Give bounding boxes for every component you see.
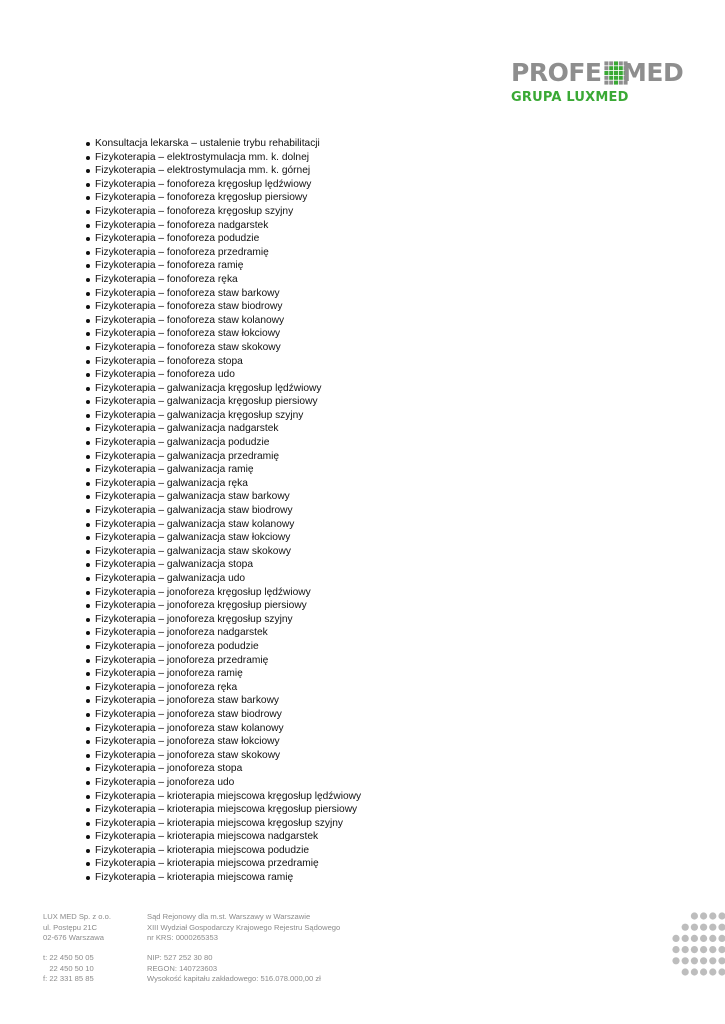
decorative-dot	[718, 935, 725, 942]
service-item: Fizykoterapia – galwanizacja staw skokowy	[85, 545, 415, 559]
logo-cross-cell	[609, 81, 613, 85]
decorative-dot	[700, 946, 707, 953]
logo-cross-cell	[609, 66, 613, 70]
service-item: Fizykoterapia – jonoforeza staw barkowy	[85, 694, 415, 708]
service-item: Fizykoterapia – fonoforeza staw kolanowy	[85, 314, 415, 328]
service-item: Fizykoterapia – jonoforeza kręgosłup szyjny	[85, 613, 415, 627]
service-item: Fizykoterapia – galwanizacja kręgosłup piersiowy	[85, 395, 415, 409]
footer-line: ul. Postępu 21C	[43, 922, 98, 932]
service-item: Fizykoterapia – fonoforeza przedramię	[85, 246, 415, 260]
decorative-dot	[709, 912, 716, 919]
logo-cross-cell	[604, 71, 608, 75]
decorative-dot	[682, 924, 689, 931]
footer-line: 22 450 50 10	[43, 963, 94, 973]
decorative-dot	[691, 957, 698, 964]
service-item: Fizykoterapia – jonoforeza staw biodrowy	[85, 708, 415, 722]
logo-cross-cell	[614, 81, 618, 85]
service-item: Fizykoterapia – galwanizacja kręgosłup szyjny	[85, 409, 415, 423]
footer-phones	[43, 953, 94, 985]
service-item: Fizykoterapia – jonoforeza staw kolanowy	[85, 722, 415, 736]
decorative-dot	[700, 912, 707, 919]
service-item: Fizykoterapia – fonoforeza nadgarstek	[85, 219, 415, 233]
profemed-logo	[509, 58, 689, 108]
decorative-dot	[682, 968, 689, 975]
logo-wordmark	[509, 58, 689, 88]
decorative-dot	[718, 946, 725, 953]
footer-line: NIP: 527 252 30 80	[147, 953, 213, 962]
decorative-dot	[700, 935, 707, 942]
service-item: Fizykoterapia – galwanizacja staw barkowy	[85, 490, 415, 504]
service-item: Fizykoterapia – krioterapia miejscowa kręgosłup szyjny	[85, 817, 415, 831]
logo-cross-cell	[614, 71, 618, 75]
service-item: Fizykoterapia – fonoforeza staw barkowy	[85, 287, 415, 301]
service-item: Fizykoterapia – jonoforeza ramię	[85, 667, 415, 681]
decorative-dot	[682, 957, 689, 964]
service-item: Fizykoterapia – jonoforeza podudzie	[85, 640, 415, 654]
decorative-dot	[700, 924, 707, 931]
decorative-dot	[700, 957, 707, 964]
service-item: Fizykoterapia – jonoforeza udo	[85, 776, 415, 790]
footer-line: LUX MED Sp. z o.o.	[43, 912, 111, 921]
logo-cross-cell	[604, 81, 608, 85]
footer-company	[43, 912, 111, 944]
service-item: Fizykoterapia – fonoforeza kręgosłup piersiowy	[85, 191, 415, 205]
decorative-dot	[682, 935, 689, 942]
decorative-dot	[682, 946, 689, 953]
service-item: Fizykoterapia – jonoforeza stopa	[85, 762, 415, 776]
logo-left-text: PROFE	[511, 58, 602, 87]
service-item: Fizykoterapia – fonoforeza staw biodrowy	[85, 300, 415, 314]
logo-cross-cell	[604, 61, 608, 65]
footer-tax	[147, 953, 321, 985]
service-item: Fizykoterapia – galwanizacja nadgarstek	[85, 422, 415, 436]
service-item: Fizykoterapia – jonoforeza staw łokciowy	[85, 735, 415, 749]
footer-line: t: 22 450 50 05	[43, 953, 94, 962]
service-item: Konsultacja lekarska – ustalenie trybu rehabilitacji	[85, 137, 415, 151]
logo-subtitle: GRUPA LUXMED	[511, 90, 629, 105]
footer-line: XIII Wydział Gospodarczy Krajowego Rejestru Sądowego	[147, 922, 341, 932]
decorative-dot	[709, 935, 716, 942]
service-item: Fizykoterapia – jonoforeza ręka	[85, 681, 415, 695]
service-item: Fizykoterapia – elektrostymulacja mm. k. dolnej	[85, 151, 415, 165]
decorative-dot	[672, 957, 679, 964]
footer-line: f: 22 331 85 85	[43, 974, 94, 983]
service-item: Fizykoterapia – fonoforeza udo	[85, 368, 415, 382]
service-item: Fizykoterapia – jonoforeza nadgarstek	[85, 626, 415, 640]
service-item: Fizykoterapia – galwanizacja ręka	[85, 477, 415, 491]
decorative-dot	[700, 968, 707, 975]
service-item: Fizykoterapia – galwanizacja staw łokciowy	[85, 531, 415, 545]
decorative-dot	[709, 946, 716, 953]
logo-cross-cell	[604, 66, 608, 70]
service-item: Fizykoterapia – jonoforeza przedramię	[85, 654, 415, 668]
service-item: Fizykoterapia – fonoforeza ręka	[85, 273, 415, 287]
service-item: Fizykoterapia – jonoforeza kręgosłup piersiowy	[85, 599, 415, 613]
decorative-dot	[718, 912, 725, 919]
decorative-dot	[718, 968, 725, 975]
logo-cross-cell	[614, 76, 618, 80]
decorative-dot	[691, 935, 698, 942]
logo-cross-cell	[609, 71, 613, 75]
logo-cross-cell	[609, 76, 613, 80]
decorative-dot	[691, 968, 698, 975]
service-item: Fizykoterapia – krioterapia miejscowa ramię	[85, 871, 415, 885]
service-item: Fizykoterapia – krioterapia miejscowa kręgosłup piersiowy	[85, 803, 415, 817]
service-item: Fizykoterapia – galwanizacja kręgosłup lędźwiowy	[85, 382, 415, 396]
decorative-dot	[718, 957, 725, 964]
logo-cross-cell	[614, 61, 618, 65]
decorative-dot	[691, 924, 698, 931]
service-item: Fizykoterapia – fonoforeza kręgosłup lędźwiowy	[85, 178, 415, 192]
service-item: Fizykoterapia – galwanizacja stopa	[85, 558, 415, 572]
decorative-dot	[691, 912, 698, 919]
decorative-dots-icon	[672, 912, 725, 982]
service-item: Fizykoterapia – galwanizacja staw biodrowy	[85, 504, 415, 518]
decorative-dot	[709, 957, 716, 964]
decorative-dot	[709, 968, 716, 975]
service-item: Fizykoterapia – jonoforeza kręgosłup lędźwiowy	[85, 586, 415, 600]
footer-line: REGON: 140723603	[147, 963, 218, 973]
service-item: Fizykoterapia – fonoforeza stopa	[85, 355, 415, 369]
footer-line: 02-676 Warszawa	[43, 933, 104, 942]
service-item: Fizykoterapia – krioterapia miejscowa podudzie	[85, 844, 415, 858]
service-item: Fizykoterapia – fonoforeza staw skokowy	[85, 341, 415, 355]
decorative-dot	[709, 924, 716, 931]
service-item: Fizykoterapia – krioterapia miejscowa nadgarstek	[85, 830, 415, 844]
service-item: Fizykoterapia – galwanizacja staw kolanowy	[85, 518, 415, 532]
service-item: Fizykoterapia – fonoforeza ramię	[85, 259, 415, 273]
logo-cross-cell	[609, 61, 613, 65]
service-item: Fizykoterapia – krioterapia miejscowa przedramię	[85, 857, 415, 871]
logo-right-text: MED	[622, 58, 684, 87]
service-item: Fizykoterapia – jonoforeza staw skokowy	[85, 749, 415, 763]
service-item: Fizykoterapia – galwanizacja podudzie	[85, 436, 415, 450]
service-item: Fizykoterapia – fonoforeza podudzie	[85, 232, 415, 246]
logo-cross-cell	[614, 66, 618, 70]
service-item: Fizykoterapia – krioterapia miejscowa kręgosłup lędźwiowy	[85, 790, 415, 804]
decorative-dot	[691, 946, 698, 953]
service-item: Fizykoterapia – fonoforeza kręgosłup szyjny	[85, 205, 415, 219]
logo-cross-cell	[604, 76, 608, 80]
decorative-dot	[672, 935, 679, 942]
footer-line: nr KRS: 0000265353	[147, 933, 218, 942]
decorative-dot	[718, 924, 725, 931]
service-item: Fizykoterapia – galwanizacja przedramię	[85, 450, 415, 464]
footer-line: Sąd Rejonowy dla m.st. Warszawy w Warszawie	[147, 912, 311, 921]
footer-registry	[147, 912, 340, 944]
decorative-dot	[672, 946, 679, 953]
service-item: Fizykoterapia – galwanizacja udo	[85, 572, 415, 586]
footer-line: Wysokość kapitału zakładowego: 516.078.000,00 zł	[147, 974, 321, 983]
service-item: Fizykoterapia – elektrostymulacja mm. k. górnej	[85, 164, 415, 178]
service-item: Fizykoterapia – fonoforeza staw łokciowy	[85, 327, 415, 341]
service-item: Fizykoterapia – galwanizacja ramię	[85, 463, 415, 477]
services-list	[85, 137, 415, 885]
